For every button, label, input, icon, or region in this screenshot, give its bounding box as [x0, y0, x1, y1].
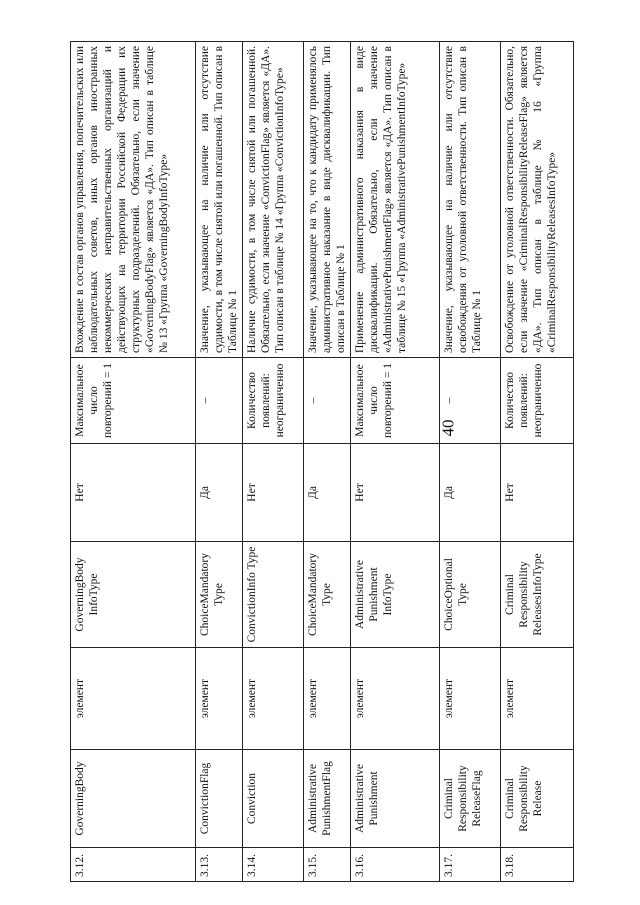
element-type: ChoiceMandatory Type — [304, 542, 351, 648]
element-type: ConvictionInfo Type — [243, 542, 304, 648]
element-required: Нет — [351, 444, 440, 542]
element-kind: элемент — [243, 648, 304, 750]
element-name: Criminal Responsibility Release — [501, 750, 574, 848]
element-description: Применение административного наказания в виде дисквалификации. Обязательно, если значение «AdministrativePunishmentFlag» является «ДА». Тип описан в таблице № 15 «Группа «AdministrativePunishmentInfoType» — [351, 42, 440, 358]
element-name: GoverningBody — [71, 750, 196, 848]
element-name: Conviction — [243, 750, 304, 848]
element-description: Освобождение от уголовной ответственности. Обязательно, если значение «CriminalResponsibilityReleaseFlag» является «ДА». Тип описан в таблице № 16 «Группа «CriminalResponsibilityReleasesInfoType» — [501, 42, 574, 358]
row-number: 3.18. — [501, 848, 574, 882]
row-number: 3.16. — [351, 848, 440, 882]
element-count: Количество появлений: неограниченно — [501, 358, 574, 444]
table-row — [196, 42, 243, 882]
table-row — [243, 42, 304, 882]
element-required: Да — [440, 444, 501, 542]
element-count: Количество появлений: неограниченно — [243, 358, 304, 444]
page-number: 40 — [438, 419, 458, 437]
element-type: GoverningBody InfoType — [71, 542, 196, 648]
element-description: Значение, указывающее на наличие или отсутствие освобождения от уголовной ответственности. Тип описан в Таблице № 1 — [440, 42, 501, 358]
element-description: Наличие судимости, в том числе снятой или погашенной. Обязательно, если значение «ConvictionFlag» является «ДА». Тип описан в таблице № 14 «Группа «ConvictionInfoType» — [243, 42, 304, 358]
rotated-page-content — [70, 42, 640, 882]
element-kind: элемент — [304, 648, 351, 750]
element-type: ChoiceOptional Type — [440, 542, 501, 648]
element-name: Administrative Punishment — [351, 750, 440, 848]
table-row — [71, 42, 196, 882]
element-count: Максимальное число повторений = 1 — [71, 358, 196, 444]
elements-table — [70, 41, 574, 882]
row-number: 3.17. — [440, 848, 501, 882]
element-kind: элемент — [440, 648, 501, 750]
element-name: Criminal Responsibility ReleaseFlag — [440, 750, 501, 848]
table-row — [351, 42, 440, 882]
element-kind: элемент — [351, 648, 440, 750]
table-row — [304, 42, 351, 882]
element-description: Значение, указывающее на то, что к кандидату применялось административное наказание в виде дисквалификации. Тип описан в Таблице № 1 — [304, 42, 351, 358]
element-kind: элемент — [71, 648, 196, 750]
element-required: Да — [196, 444, 243, 542]
row-number: 3.13. — [196, 848, 243, 882]
table-row — [501, 42, 574, 882]
element-name: Administrative PunishmentFlag — [304, 750, 351, 848]
row-number: 3.15. — [304, 848, 351, 882]
element-description: Вхождение в состав органов управления, попечительских или наблюдательных советов, иных органов иностранных некоммерческих неправительственных организаций и действующих на территории Российской Федерации их структурных подразделений. Обязательно, если значение «GoverningBodyFlag» является «ДА». Тип описан в таблице № 13 «Группа «GoverningBodyInfoType» — [71, 42, 196, 358]
row-number: 3.14. — [243, 848, 304, 882]
table-row — [440, 42, 501, 882]
element-required: Нет — [243, 444, 304, 542]
element-type: Administrative Punishment InfoType — [351, 542, 440, 648]
element-count: – — [304, 358, 351, 444]
element-kind: элемент — [501, 648, 574, 750]
element-required: Нет — [71, 444, 196, 542]
element-count: Максимальное число повторений = 1 — [351, 358, 440, 444]
element-description: Значение, указывающее на наличие или отсутствие судимости, в том числе снятой или погашенной. Тип описан в Таблице № 1 — [196, 42, 243, 358]
element-kind: элемент — [196, 648, 243, 750]
element-count: – — [440, 358, 501, 444]
element-required: Да — [304, 444, 351, 542]
element-type: Criminal Responsibility ReleasesInfoType — [501, 542, 574, 648]
row-number: 3.12. — [71, 848, 196, 882]
element-type: ChoiceMandatory Type — [196, 542, 243, 648]
element-required: Нет — [501, 444, 574, 542]
element-count: – — [196, 358, 243, 444]
element-name: ConvictionFlag — [196, 750, 243, 848]
